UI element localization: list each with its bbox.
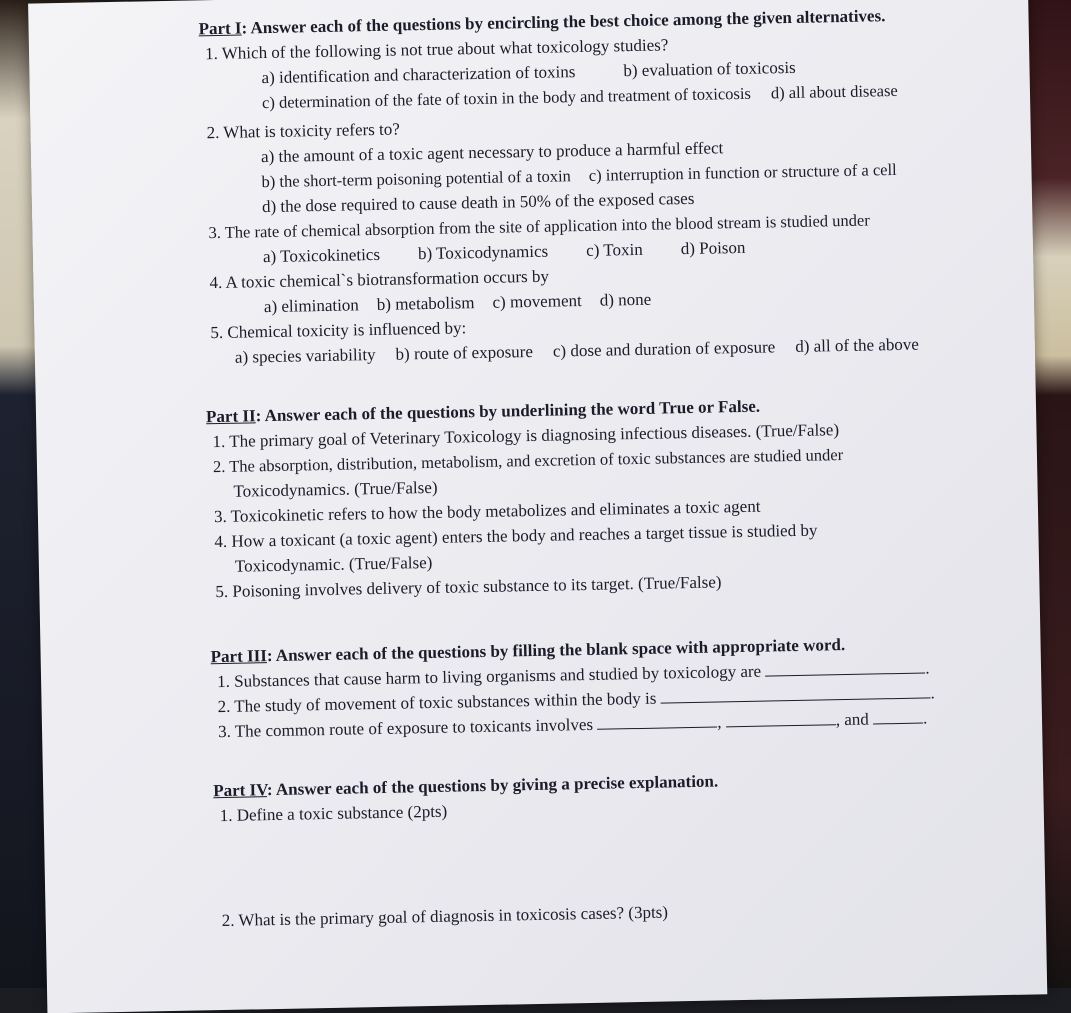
part4-heading-text: : Answer each of the questions by giving a precise explanation.	[266, 771, 719, 800]
p1-q2-stem: 2. What is toxicity refers to?	[206, 119, 401, 143]
p1-q1-opt-d: d) all about disease	[770, 80, 898, 103]
p3-q2: 2. The study of movement of toxic substances within the body is .	[217, 683, 935, 717]
p2-line-4: 3. Toxicokinetic refers to how the body metabolizes and eliminates a toxic agent	[213, 496, 761, 527]
exam-content	[198, 1, 1005, 933]
part2-heading-text: : Answer each of the questions by underlining the word True or False.	[255, 396, 761, 426]
p1-q3-opt-c: c) Toxin	[585, 239, 643, 260]
p1-q2-opt-d: d) the dose required to cause death in 50% of the exposed cases	[261, 188, 695, 217]
p1-q5-stem: 5. Chemical toxicity is influenced by:	[210, 318, 467, 343]
p1-q2-opt-c: c) interruption in function or structure of a cell	[588, 159, 897, 185]
part2-tag: Part II	[205, 406, 256, 427]
p1-q5-opt-c: c) dose and duration of exposure	[552, 337, 776, 361]
p1-q1-opt-a: a) identification and characterization of toxins	[261, 62, 576, 88]
p3-q2-text: 2. The study of movement of toxic substances within the body is	[217, 688, 657, 717]
p2-line-5: 4. How a toxicant (a toxic agent) enters the body and reaches a target tissue is studied by	[214, 520, 818, 552]
p3-q3-blank-3[interactable]	[873, 709, 923, 725]
p3-q2-blank[interactable]	[660, 683, 930, 703]
p1-q1-opt-c: c) determination of the fate of toxin in the body and treatment of toxicosis	[261, 83, 752, 113]
p4-q1: 1. Define a toxic substance (2pts)	[219, 801, 448, 826]
part4-tag: Part IV	[213, 780, 268, 801]
p1-q3-opt-d: d) Poison	[680, 237, 746, 259]
part3-tag: Part III	[210, 646, 268, 667]
p1-q3-opt-a: a) Toxicokinetics	[262, 244, 381, 267]
p2-line-1: 1. The primary goal of Veterinary Toxicology is diagnosing infectious diseases. (True/False)	[212, 420, 840, 452]
p3-q3-blank-2[interactable]	[726, 710, 836, 727]
p1-q1-opt-b: b) evaluation of toxicosis	[623, 57, 796, 81]
p2-line-2: 2. The absorption, distribution, metabolism, and excretion of toxic substances are studied under	[212, 445, 844, 477]
p2-line-6: Toxicodynamic. (True/False)	[234, 552, 433, 576]
p1-q4-opt-d: d) none	[599, 289, 652, 310]
p1-q3-opt-b: b) Toxicodynamics	[417, 241, 549, 264]
p1-q1-stem: 1. Which of the following is not true about what toxicology studies?	[204, 35, 669, 64]
p3-q3-blank-1[interactable]	[597, 713, 717, 730]
p3-q3: 3. The common route of exposure to toxicants involves , , and .	[217, 708, 928, 742]
p1-q5-opt-a: a) species variability	[234, 344, 376, 367]
p3-q1-text: 1. Substances that cause harm to living organisms and studied by toxicology are	[216, 661, 762, 692]
p2-line-3: Toxicodynamics. (True/False)	[233, 477, 438, 501]
p1-q2-opt-b: b) the short-term poisoning potential of a toxin	[261, 166, 572, 192]
p1-q4-opt-c: c) movement	[492, 291, 582, 312]
p1-q3-stem: 3. The rate of chemical absorption from the site of application into the blood stream is studied under	[208, 210, 870, 243]
p3-q1: 1. Substances that cause harm to living organisms and studied by toxicology are .	[216, 658, 930, 692]
p2-line-7: 5. Poisoning involves delivery of toxic substance to its target. (True/False)	[215, 572, 722, 602]
p3-q3-and: , and	[835, 709, 869, 730]
p1-q2-opt-a: a) the amount of a toxic agent necessary to produce a harmful effect	[260, 138, 724, 167]
p3-q3-text: 3. The common route of exposure to toxicants involves	[217, 714, 594, 742]
part3-heading-text: : Answer each of the questions by filling the blank space with appropriate word.	[266, 635, 846, 666]
p1-q4-stem: 4. A toxic chemical`s biotransformation occurs by	[209, 266, 550, 293]
part1-heading-text: : Answer each of the questions by encircling the best choice among the given alternatives.	[241, 6, 886, 38]
p1-q5-opt-b: b) route of exposure	[395, 341, 534, 364]
p4-q2: 2. What is the primary goal of diagnosis in toxicosis cases? (3pts)	[221, 902, 669, 931]
p3-q1-blank[interactable]	[765, 658, 925, 676]
exam-sheet	[28, 0, 1047, 1013]
p1-q5-opt-d: d) all of the above	[795, 334, 920, 356]
part1-tag: Part I	[198, 18, 242, 39]
p1-q4-opt-b: b) metabolism	[376, 293, 475, 314]
p1-q4-opt-a: a) elimination	[263, 295, 360, 317]
